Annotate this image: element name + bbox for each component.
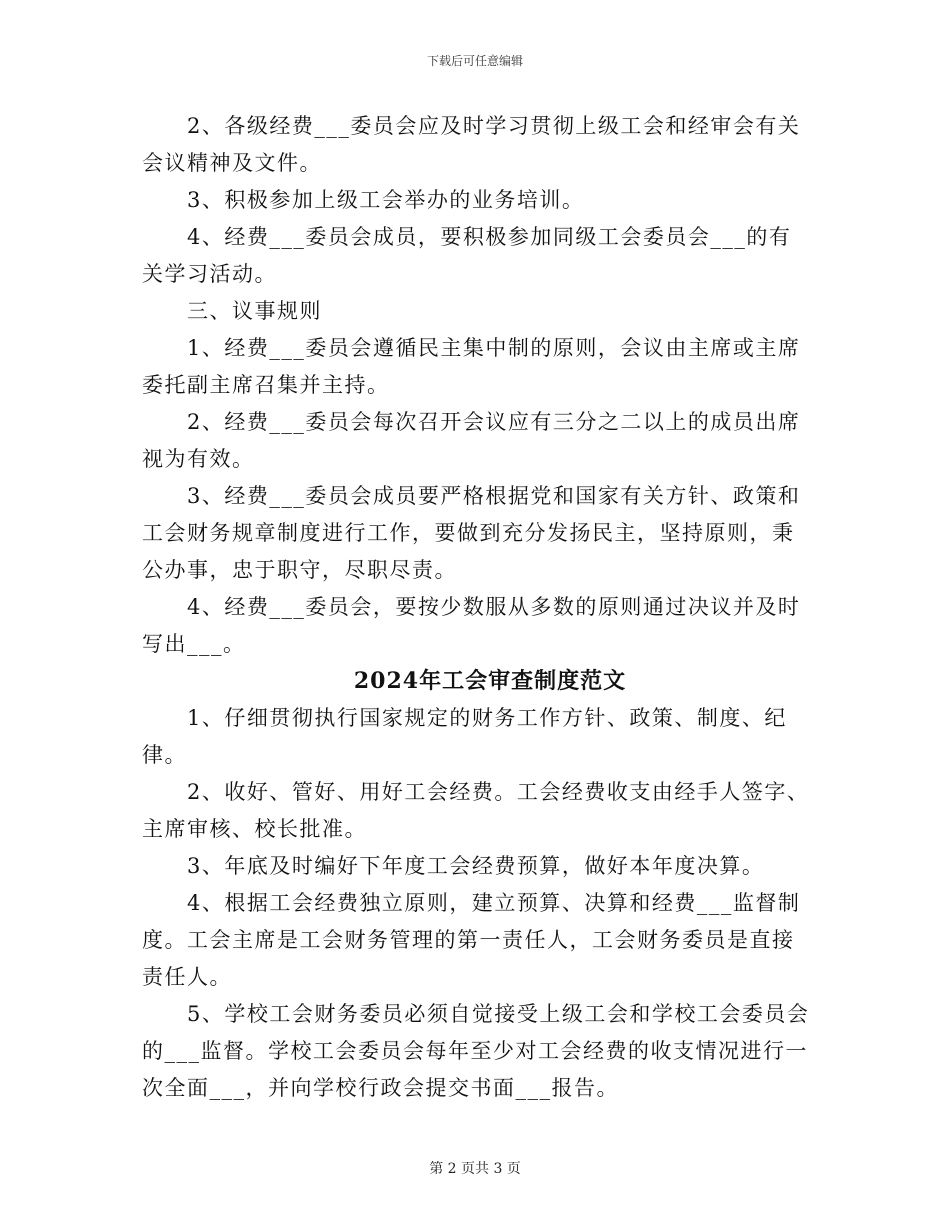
paragraph: 2、各级经费___委员会应及时学习贯彻上级工会和经审会有关会议精神及文件。 [142, 114, 801, 175]
page-footer: 第 2 页共 3 页 [429, 1161, 521, 1177]
document-title: 2024年工会审查制度范文 [353, 668, 627, 694]
paragraph: 2、收好、管好、用好工会经费。工会经费收支由经手人签字、主席审核、校长批准。 [142, 780, 810, 841]
section-heading: 三、议事规则 [187, 299, 322, 323]
paragraph: 4、根据工会经费独立原则，建立预算、决算和经费___监督制度。工会主席是工会财务管理的第一责任人，工会财务委员是直接责任人。 [142, 891, 801, 989]
paragraph: 1、经费___委员会遵循民主集中制的原则，会议由主席或主席委托副主席召集并主持。 [142, 336, 801, 397]
paragraph: 4、经费___委员会成员，要积极参加同级工会委员会___的有关学习活动。 [142, 225, 792, 286]
page-header: 下载后可任意编辑 [426, 54, 523, 68]
paragraph: 3、年底及时编好下年度工会经费预算，做好本年度决算。 [187, 854, 765, 878]
paragraph: 3、经费___委员会成员要严格根据党和国家有关方针、政策和工会财务规章制度进行工作，要做到充分发扬民主，坚持原则，秉公办事，忠于职守，尽职尽责。 [142, 484, 801, 582]
document-body [142, 108, 810, 1107]
paragraph: 4、经费___委员会，要按少数服从多数的原则通过决议并及时写出___。 [142, 595, 801, 656]
paragraph: 5、学校工会财务委员必须自觉接受上级工会和学校工会委员会的___监督。学校工会委员会每年至少对工会经费的收支情况进行一次全面___，并向学校行政会提交书面___报告。 [142, 1002, 810, 1100]
paragraph: 3、积极参加上级工会举办的业务培训。 [187, 188, 585, 212]
paragraph: 1、仔细贯彻执行国家规定的财务工作方针、政策、制度、纪律。 [142, 706, 787, 767]
paragraph: 2、经费___委员会每次召开会议应有三分之二以上的成员出席视为有效。 [142, 410, 801, 471]
